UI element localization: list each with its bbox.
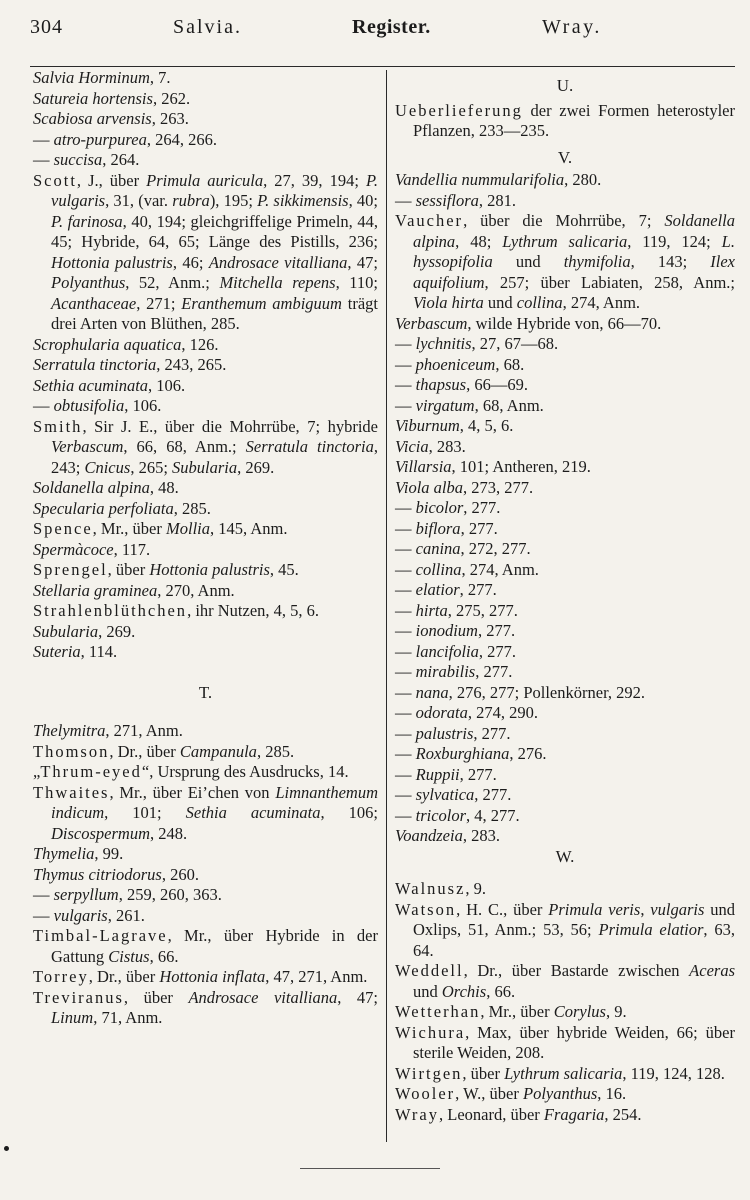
index-entry: Verbascum, wilde Hybride von, 66—70. bbox=[395, 313, 662, 333]
index-entry: Thomson, Dr., über Campanula, 285. bbox=[33, 741, 295, 761]
index-entry: Smith, Sir J. E., über die Mohrrübe, 7; hybride Verbascum, 66, 68, Anm.; Serratula tinctoria, 243; Cnicus, 265; Subularia, 269. bbox=[33, 416, 378, 477]
index-entry: Wray, Leonard, über Fragaria, 254. bbox=[395, 1104, 642, 1124]
index-entry: Specularia perfoliata, 285. bbox=[33, 498, 211, 518]
index-entry: Subularia, 269. bbox=[33, 621, 136, 641]
index-entry: Spermàcoce, 117. bbox=[33, 539, 151, 559]
index-entry: — odorata, 274, 290. bbox=[395, 703, 539, 722]
index-entry: — hirta, 275, 277. bbox=[395, 600, 518, 620]
index-entry: — lychnitis, 27, 67—68. bbox=[395, 334, 559, 353]
section-letter-heading: U. bbox=[556, 76, 574, 95]
index-entry: Wetterhan, Mr., über Corylus, 9. bbox=[395, 1002, 627, 1021]
section-letter-heading: V. bbox=[557, 147, 573, 167]
index-entry: Wooler, W., über Polyanthus, 16. bbox=[395, 1084, 627, 1103]
index-entry: — atro-purpurea, 264, 266. bbox=[33, 129, 217, 149]
header-right-word: Wray. bbox=[542, 16, 602, 38]
index-entry: — canina, 272, 277. bbox=[395, 539, 531, 558]
index-entry: Scott, J., über Primula auricula, 27, 39, 194; P. vulgaris, 31, (var. rubra), 195; P. sikkimensis, 40; P. farinosa, 40, 194; gleichgriffelige Primeln, 44, 45; Hybride, 64, 65; Länge des Pistills, 236; Hottonia palustris, 46; Androsace vitalliana, 47; Polyanthus, 52, Anm.; Mitchella repens, 110; Acanthaceae, 271; Eranthemum ambiguum trägt drei Arten von Blüthen, 285. bbox=[33, 170, 379, 333]
index-entry: — collina, 274, Anm. bbox=[395, 559, 539, 579]
index-entry: — lancifolia, 277. bbox=[395, 641, 516, 661]
index-entry: — tricolor, 4, 277. bbox=[395, 805, 520, 825]
margin-dot bbox=[4, 1146, 9, 1151]
index-entry: — serpyllum, 259, 260, 363. bbox=[33, 885, 222, 904]
index-entry: Voandzeia, 283. bbox=[395, 826, 500, 845]
index-entry: — sylvatica, 277. bbox=[395, 785, 512, 804]
running-header bbox=[30, 8, 720, 48]
index-entry: — bicolor, 277. bbox=[395, 498, 501, 517]
index-entry: Viburnum, 4, 5, 6. bbox=[395, 416, 514, 435]
index-entry: Stellaria graminea, 270, Anm. bbox=[33, 580, 235, 600]
index-entry: Vaucher, über die Mohrrübe, 7; Soldanella alpina, 48; Lythrum salicaria, 119, 124; L. hyssopifolia und thymifolia, 143; Ilex aquifolium, 257; über Labiaten, 258, Anm.; Viola hirta und collina, 274, Anm. bbox=[395, 211, 735, 312]
index-entry: — virgatum, 68, Anm. bbox=[395, 395, 544, 415]
index-entry: Thymus citriodorus, 260. bbox=[33, 864, 199, 884]
index-entry: Wirtgen, über Lythrum salicaria, 119, 124, 128. bbox=[395, 1063, 725, 1083]
index-entry: Serratula tinctoria, 243, 265. bbox=[33, 355, 227, 374]
index-entry: Villarsia, 101; Antheren, 219. bbox=[395, 457, 591, 476]
index-entry: Ueberlieferung der zwei Formen heterostyler Pflanzen, 233—235. bbox=[395, 100, 735, 140]
index-entry: Scabiosa arvensis, 263. bbox=[33, 109, 189, 128]
index-entry: Strahlenblüthchen, ihr Nutzen, 4, 5, 6. bbox=[33, 601, 320, 620]
header-center-word: Register. bbox=[352, 16, 431, 38]
section-letter-heading: W. bbox=[555, 846, 575, 866]
index-entry: Torrey, Dr., über Hottonia inflata, 47, 271, Anm. bbox=[33, 967, 368, 986]
index-entry: Vandellia nummularifolia, 280. bbox=[395, 170, 602, 189]
index-entry: Vicia, 283. bbox=[395, 436, 466, 456]
index-entry: „Thrum-eyed“, Ursprung des Ausdrucks, 14. bbox=[33, 762, 349, 781]
index-entry: Wichura, Max, über hybride Weiden, 66; über sterile Weiden, 208. bbox=[395, 1022, 735, 1062]
index-column-right bbox=[395, 68, 735, 1125]
index-entry: Soldanella alpina, 48. bbox=[33, 478, 179, 497]
index-entry: Timbal-Lagrave, Mr., über Hybride in der Gattung Cistus, 66. bbox=[33, 926, 378, 966]
index-entry: Treviranus, über Androsace vitalliana, 47; Linum, 71, Anm. bbox=[33, 987, 378, 1027]
index-entry: — ionodium, 277. bbox=[395, 621, 516, 640]
index-entry: — biflora, 277. bbox=[395, 518, 498, 538]
index-entry: — nana, 276, 277; Pollenkörner, 292. bbox=[395, 682, 646, 702]
index-entry: — mirabilis, 277. bbox=[395, 662, 513, 681]
index-entry: Weddell, Dr., über Bastarde zwischen Aceras und Orchis, 66. bbox=[395, 961, 735, 1001]
index-entry: Thwaites, Mr., über Ei’chen von Limnanthemum indicum, 101; Sethia acuminata, 106; Discospermum, 248. bbox=[33, 782, 378, 843]
index-entry: Salvia Horminum, 7. bbox=[33, 68, 171, 87]
index-entry: Watson, H. C., über Primula veris, vulgaris und Oxlips, 51, Anm.; 53, 56; Primula elatior, 63, 64. bbox=[395, 899, 736, 960]
index-entry: — vulgaris, 261. bbox=[33, 905, 145, 925]
index-entry: — elatior, 277. bbox=[395, 580, 497, 599]
index-entry: — Ruppii, 277. bbox=[395, 764, 497, 784]
index-entry: — succisa, 264. bbox=[33, 150, 140, 169]
index-entry: Suteria, 114. bbox=[33, 642, 118, 661]
index-entry: — Roxburghiana, 276. bbox=[395, 744, 547, 763]
index-entry: Walnusz, 9. bbox=[395, 879, 487, 898]
index-entry: Sethia acuminata, 106. bbox=[33, 375, 186, 395]
index-column-left bbox=[33, 68, 378, 1029]
footer-rule bbox=[300, 1168, 440, 1169]
section-letter-heading: T. bbox=[198, 682, 213, 702]
index-entry: Scrophularia aquatica, 126. bbox=[33, 334, 219, 354]
page-number: 304 bbox=[30, 16, 63, 38]
index-entry: Spence, Mr., über Mollia, 145, Anm. bbox=[33, 519, 288, 538]
index-entry: — thapsus, 66—69. bbox=[395, 375, 528, 394]
index-entry: — palustris, 277. bbox=[395, 723, 511, 743]
index-entry: Thelymitra, 271, Anm. bbox=[33, 721, 183, 740]
index-entry: Thymelia, 99. bbox=[33, 844, 124, 863]
index-entry: Satureia hortensis, 262. bbox=[33, 88, 191, 108]
header-left-word: Salvia. bbox=[173, 16, 242, 38]
index-entry: Viola alba, 273, 277. bbox=[395, 477, 534, 497]
column-divider bbox=[386, 70, 387, 1142]
index-entry: Sprengel, über Hottonia palustris, 45. bbox=[33, 560, 299, 579]
index-entry: — obtusifolia, 106. bbox=[33, 396, 162, 415]
index-entry: — phoeniceum, 68. bbox=[395, 354, 525, 374]
header-rule bbox=[30, 66, 735, 67]
index-entry: — sessiflora, 281. bbox=[395, 190, 517, 210]
